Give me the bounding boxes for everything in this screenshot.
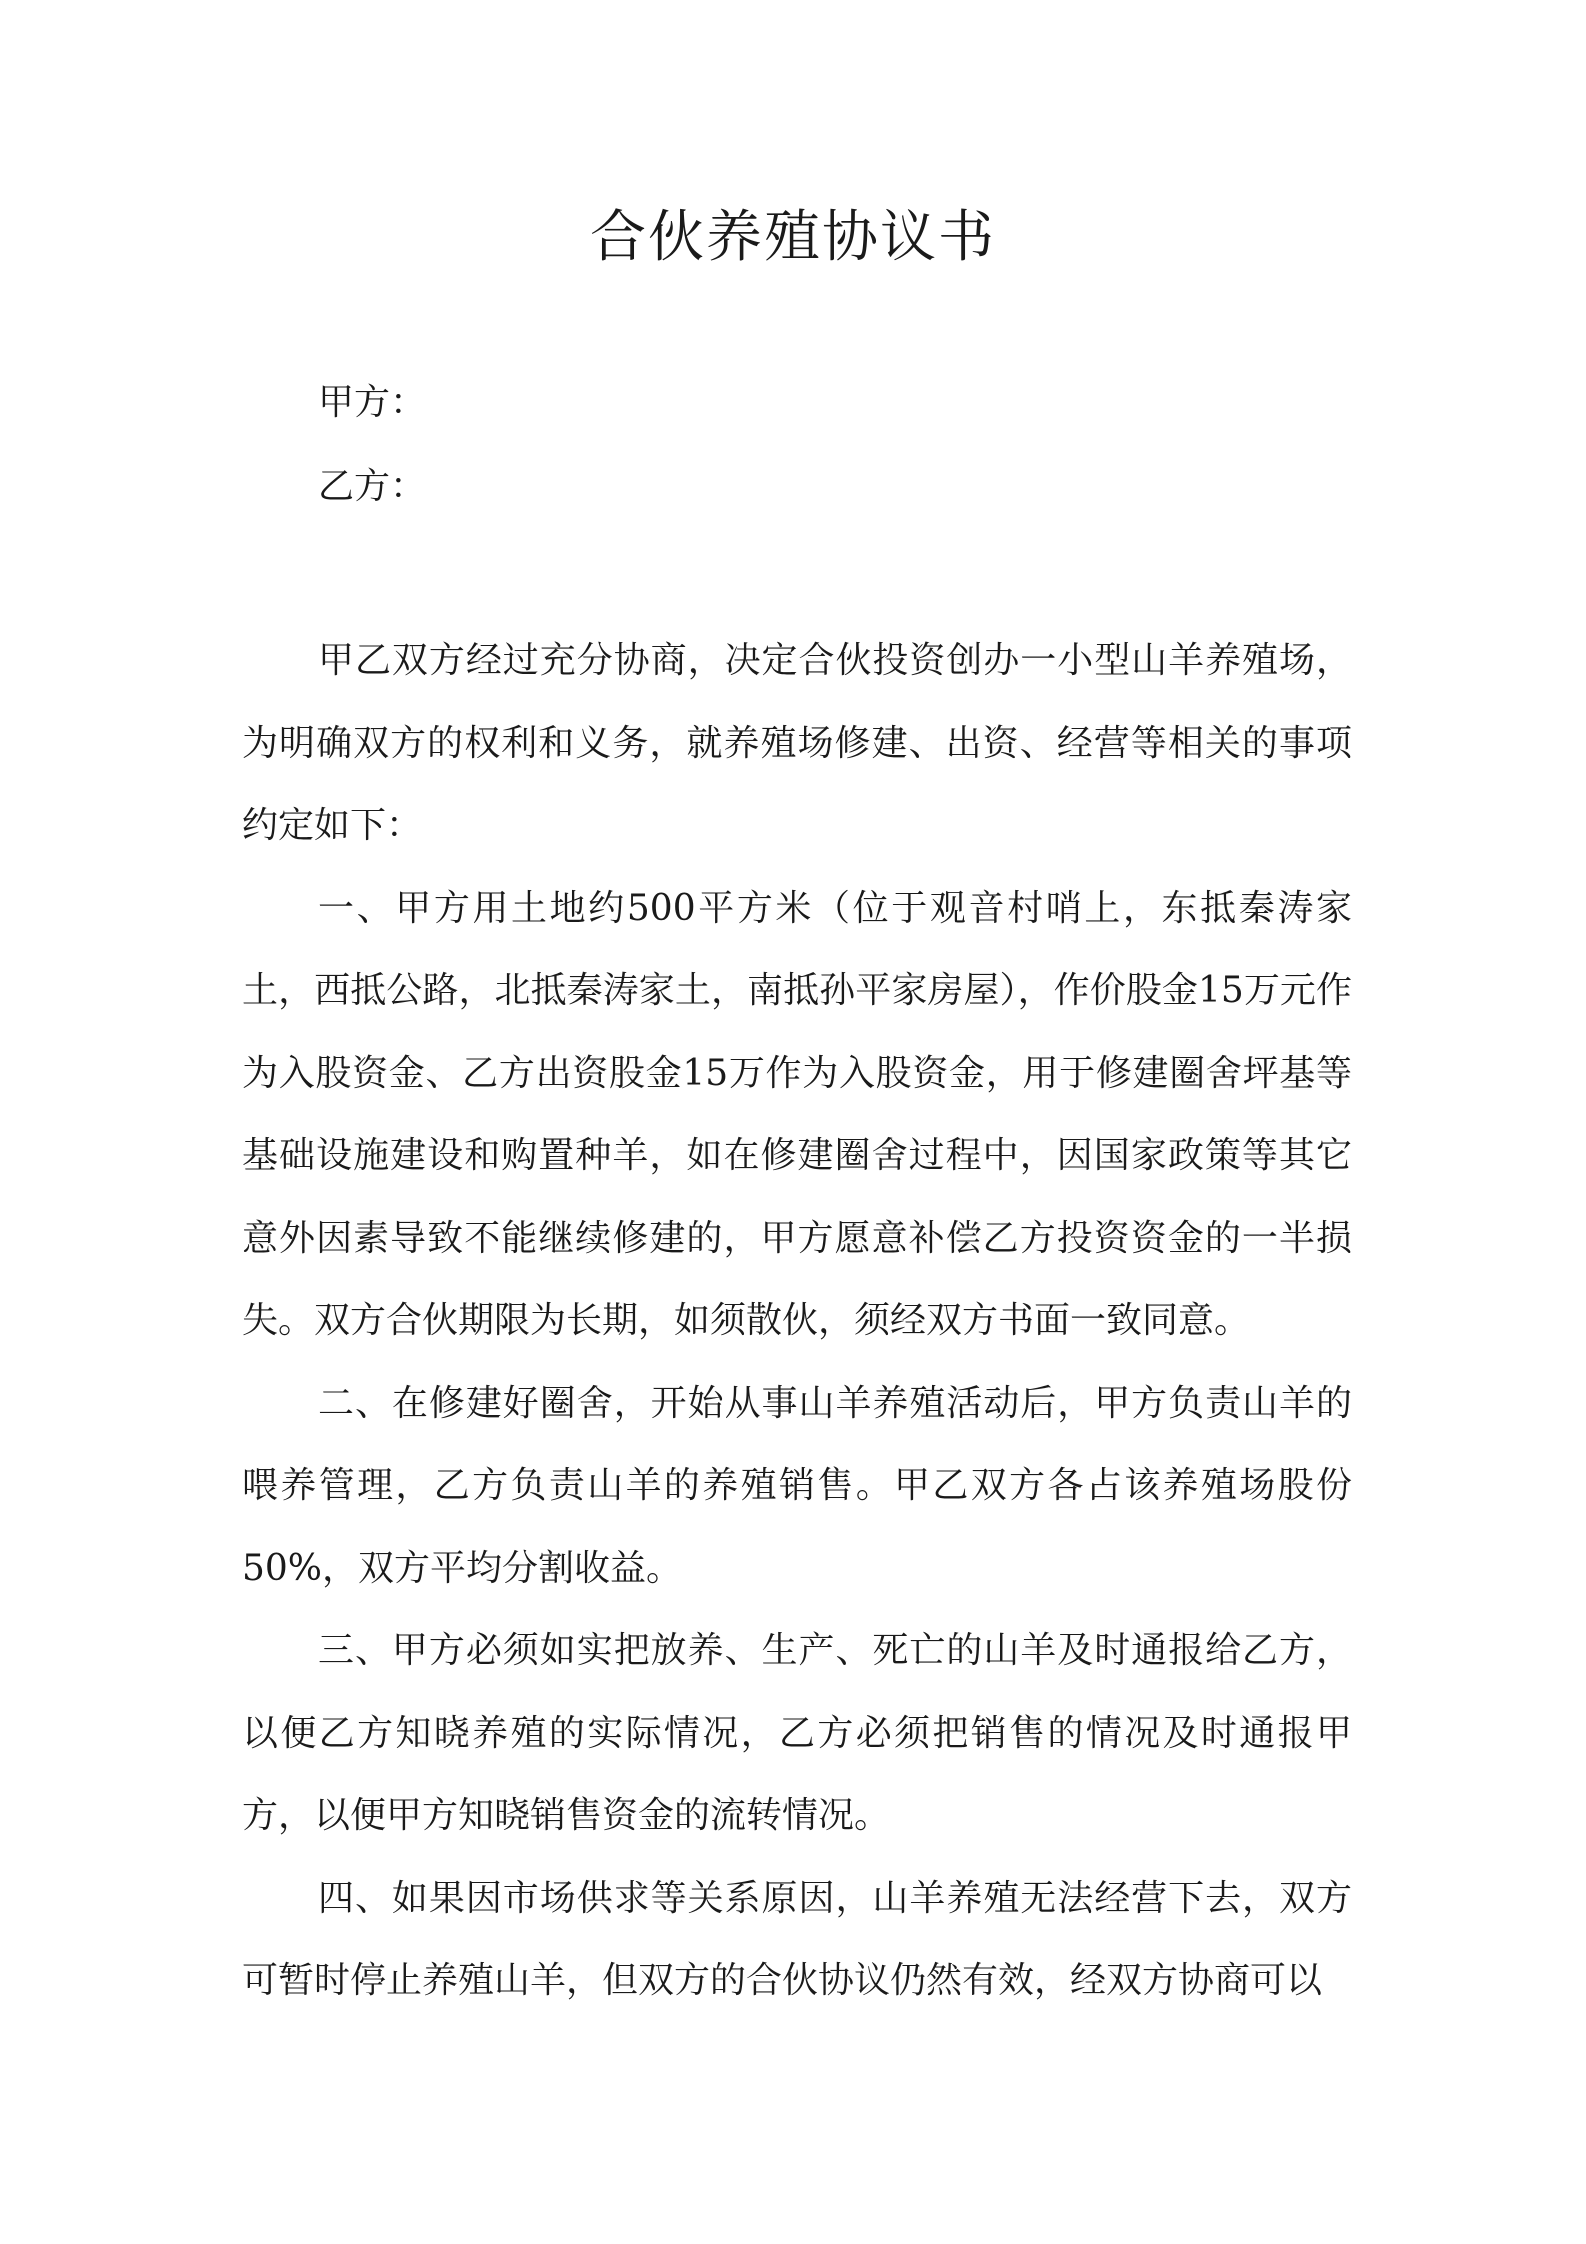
paragraph-intro: 甲乙双方经过充分协商，决定合伙投资创办一小型山羊养殖场，为明确双方的权利和义务，就养殖场修建、出资、经营等相关的事项约定如下：: [242, 640, 1352, 846]
paragraph-clause-4: 四、如果因市场供求等关系原因，山羊养殖无法经营下去，双方可暂时停止养殖山羊，但双方的合伙协议仍然有效，经双方协商可以: [242, 1877, 1352, 2001]
party-a-label: 甲方：: [318, 382, 427, 423]
document-title: 合伙养殖协议书: [590, 205, 996, 270]
paragraph-clause-2: 二、在修建好圈舍，开始从事山羊养殖活动后，甲方负责山羊的喂养管理，乙方负责山羊的养殖销售。甲乙双方各占该养殖场股份50%，双方平均分割收益。: [242, 1382, 1352, 1589]
paragraph-clause-3: 三、甲方必须如实把放养、生产、死亡的山羊及时通报给乙方，以便乙方知晓养殖的实际情况，乙方必须把销售的情况及时通报甲方，以便甲方知晓销售资金的流转情况。: [242, 1630, 1352, 1836]
agreement-body: [242, 620, 1352, 2023]
paragraph-clause-1: 一、甲方用土地约500平方米（位于观音村哨上，东抵秦涛家土，西抵公路，北抵秦涛家土，南抵孙平家房屋），作价股金15万元作为入股资金、乙方出资股金15万作为入股资金，用于修建圈舍坪基等基础设施建设和购置种羊，如在修建圈舍过程中，因国家政策等其它意外因素导致不能继续修建的，甲方愿意补偿乙方投资资金的一半损失。双方合伙期限为长期，如须散伙，须经双方书面一致同意。: [242, 887, 1352, 1341]
party-b-label: 乙方：: [318, 466, 427, 507]
